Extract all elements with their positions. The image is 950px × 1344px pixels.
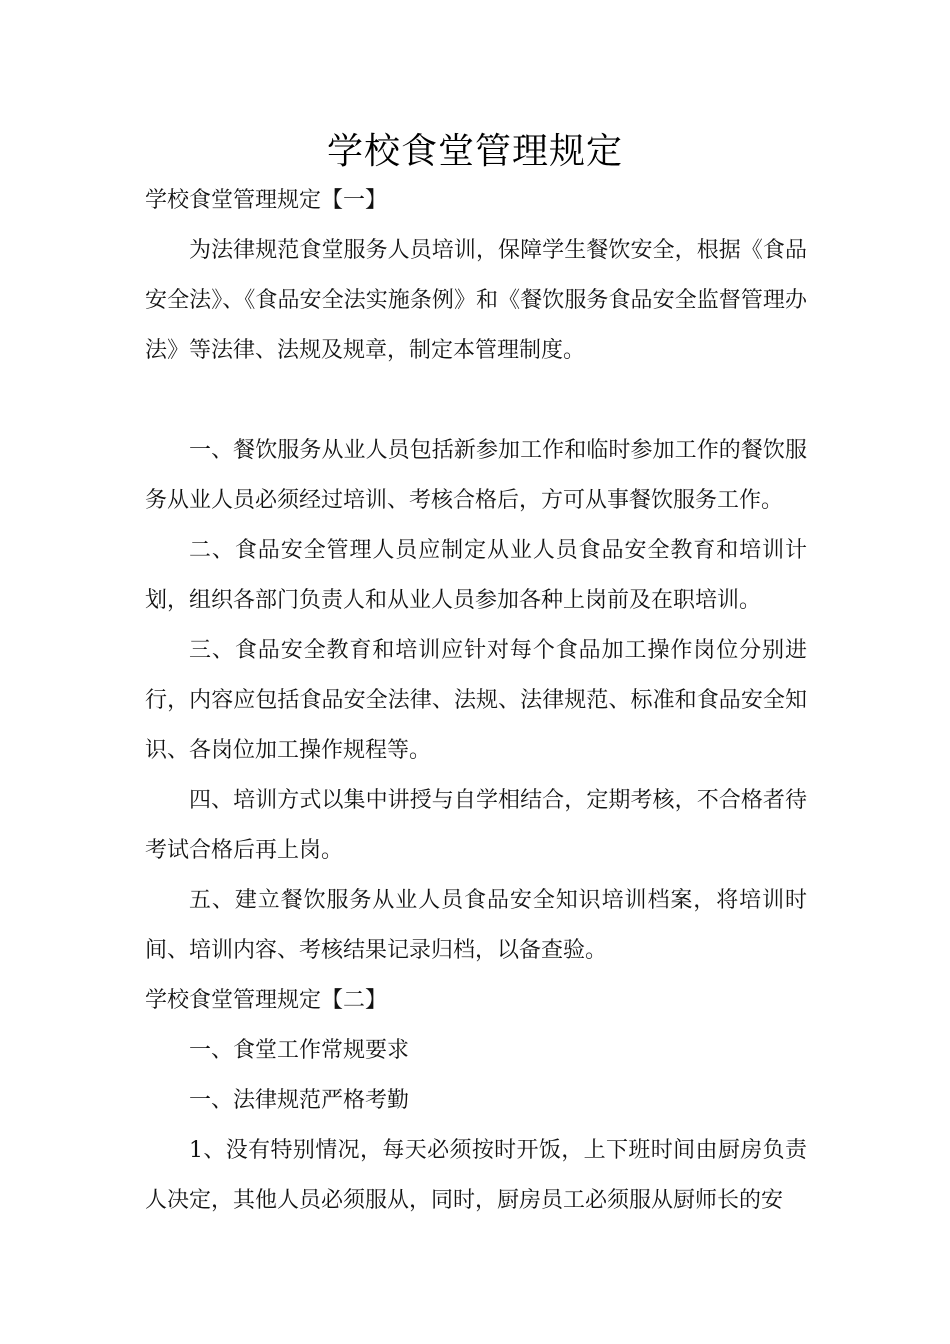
sub-heading: 一、法律规范严格考勤 xyxy=(189,1088,410,1113)
blank-line xyxy=(145,376,807,426)
intro-paragraph: 为法律规范食堂服务人员培训，保障学生餐饮安全，根据《食品安全法》、《食品安全法实施条例》和《餐饮服务食品安全监督管理办法》等法律、法规及规章，制定本管理制度。 xyxy=(145,238,807,363)
list-item: 五、建立餐饮服务从业人员食品安全知识培训档案，将培训时间、培训内容、考核结果记录归档，以备查验。 xyxy=(145,888,807,963)
list-item: 1、没有特别情况，每天必须按时开饭，上下班时间由厨房负责人决定，其他人员必须服从，同时，厨房员工必须服从厨师长的安 xyxy=(145,1138,807,1213)
section-heading: 学校食堂管理规定【二】 xyxy=(145,988,388,1013)
list-item: 四、培训方式以集中讲授与自学相结合，定期考核，不合格者待考试合格后再上岗。 xyxy=(145,788,807,863)
list-item: 三、食品安全教育和培训应针对每个食品加工操作岗位分别进行，内容应包括食品安全法律、法规、法律规范、标准和食品安全知识、各岗位加工操作规程等。 xyxy=(145,638,807,763)
list-item: 二、食品安全管理人员应制定从业人员食品安全教育和培训计划，组织各部门负责人和从业人员参加各种上岗前及在职培训。 xyxy=(145,538,807,613)
section-heading: 学校食堂管理规定【一】 xyxy=(145,188,388,213)
sub-heading: 一、食堂工作常规要求 xyxy=(189,1038,410,1063)
document-body xyxy=(145,176,807,1226)
list-item: 一、餐饮服务从业人员包括新参加工作和临时参加工作的餐饮服务从业人员必须经过培训、考核合格后，方可从事餐饮服务工作。 xyxy=(145,438,807,513)
document-title: 学校食堂管理规定 xyxy=(326,131,623,172)
